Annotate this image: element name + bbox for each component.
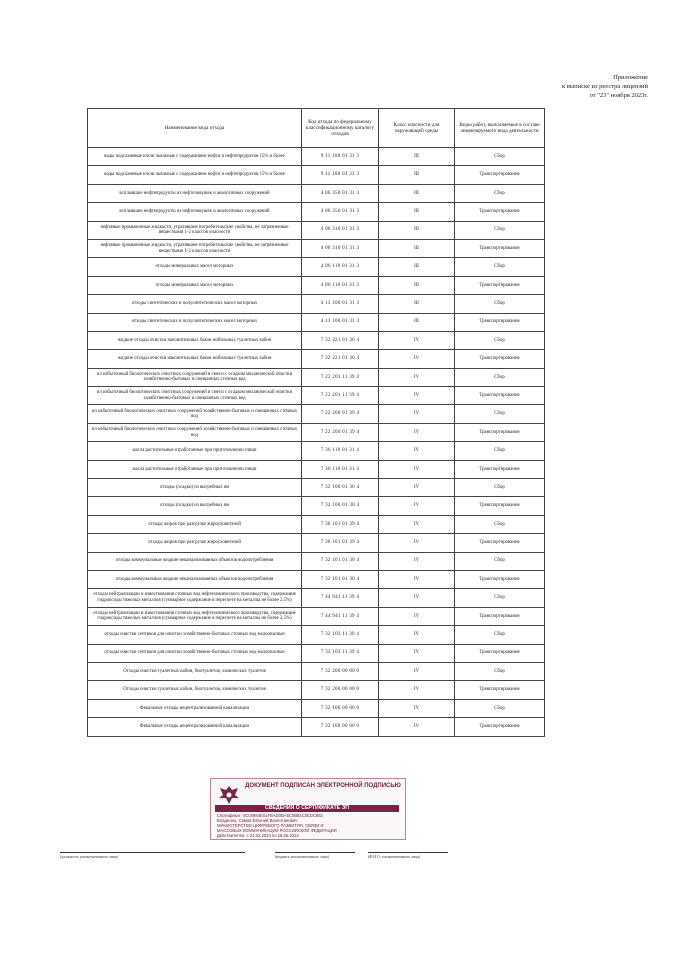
table-row: [88, 295, 545, 313]
work-type-cell: Сбор: [455, 331, 545, 349]
waste-name-cell: масла растительные отработанные при приготовлении пищи: [88, 442, 302, 460]
table-row: [88, 442, 545, 460]
coat-of-arms-icon: [216, 784, 242, 806]
hazard-class-cell: IV: [379, 460, 455, 478]
work-type-cell: Сбор: [455, 184, 545, 202]
waste-name-cell: воды подсланевые и/или льяльные с содержанием нефти и нефтепродуктов 15% и более: [88, 166, 302, 184]
work-type-cell: Сбор: [455, 699, 545, 717]
hazard-class-cell: IV: [379, 442, 455, 460]
waste-name-cell: отходы жиров при разгрузке жироуловителей: [88, 534, 302, 552]
work-type-cell: Транспортирование: [455, 570, 545, 588]
hazard-class-cell: IV: [379, 387, 455, 405]
waste-name-cell: отходы жиров при разгрузке жироуловителей: [88, 515, 302, 533]
column-header-name: Наименование вида отхода: [88, 109, 302, 148]
hazard-class-cell: III: [379, 184, 455, 202]
table-row: [88, 534, 545, 552]
waste-name-cell: нефтяные промывочные жидкости, утратившие потребительские свойства, не загрязненные веществами 1-2 классов опасности: [88, 221, 302, 239]
column-header-code: Код отхода по федеральному классификационному каталогу отходов: [302, 109, 379, 148]
stamp-org-line-2: МАССОВЫХ КОММУНИКАЦИЙ РОССИЙСКОЙ ФЕДЕРАЦИИ: [217, 828, 337, 833]
waste-code-cell: 9 11 100 01 31 3: [302, 166, 379, 184]
work-type-cell: Транспортирование: [455, 387, 545, 405]
table-row: [88, 423, 545, 441]
waste-name-cell: жидкие отходы очистки накопительных баков мобильных туалетных кабин: [88, 331, 302, 349]
table-row: [88, 405, 545, 423]
table-row: [88, 148, 545, 166]
work-type-cell: Транспортирование: [455, 350, 545, 368]
stamp-cert-header: СВЕДЕНИЯ О СЕРТИФИКАТЕ ЭП: [215, 805, 399, 812]
table-row: [88, 662, 545, 680]
table-row: [88, 221, 545, 239]
table-row: [88, 276, 545, 294]
waste-code-cell: 7 32 101 01 30 4: [302, 552, 379, 570]
waste-code-cell: 7 44 941 11 39 4: [302, 589, 379, 607]
waste-name-cell: Фекальные отходы нецентрализованной канализации: [88, 718, 302, 736]
hazard-class-cell: III: [379, 148, 455, 166]
waste-name-cell: отходы коммунальные жидкие неканализованных объектов водопотребления: [88, 552, 302, 570]
hazard-class-cell: III: [379, 295, 455, 313]
column-header-work: Виды работ, выполняемые в составе лицензируемого вида деятельности: [455, 109, 545, 148]
waste-code-cell: 7 32 221 01 30 4: [302, 350, 379, 368]
table-body: [88, 148, 545, 737]
waste-code-cell: 4 13 100 01 31 3: [302, 313, 379, 331]
hazard-class-cell: IV: [379, 350, 455, 368]
stamp-owner-line: Владелец: Сомов Евгений Валентинович: [217, 818, 298, 823]
waste-name-cell: отходы нейтрализации и известкования сточных вод нефтехимического производства, содержащие гидроксиды тяжелых металлов (суммарное содержание в пересчете на металлы не более 2,5%): [88, 607, 302, 625]
hazard-class-cell: IV: [379, 331, 455, 349]
table-row: [88, 589, 545, 607]
waste-name-cell: отходы синтетических и полусинтетических масел моторных: [88, 295, 302, 313]
waste-name-cell: масла растительные отработанные при приготовлении пищи: [88, 460, 302, 478]
work-type-cell: Транспортирование: [455, 607, 545, 625]
waste-code-cell: 7 32 200 00 00 0: [302, 662, 379, 680]
waste-name-cell: отходы (осадки) из выгребных ям: [88, 497, 302, 515]
work-type-cell: Сбор: [455, 368, 545, 386]
hazard-class-cell: IV: [379, 497, 455, 515]
signature-caption-name: (Ф.И.О. уполномоченного лица): [368, 855, 421, 859]
table-row: [88, 460, 545, 478]
waste-code-cell: 7 32 100 01 30 4: [302, 479, 379, 497]
waste-code-cell: 7 32 103 11 39 4: [302, 626, 379, 644]
waste-code-cell: 7 22 200 01 39 4: [302, 423, 379, 441]
waste-code-cell: 7 32 100 00 00 0: [302, 718, 379, 736]
waste-code-cell: 4 06 310 01 31 3: [302, 239, 379, 257]
hazard-class-cell: IV: [379, 515, 455, 533]
work-type-cell: Сбор: [455, 626, 545, 644]
hazard-class-cell: IV: [379, 681, 455, 699]
waste-code-cell: 7 32 100 01 30 4: [302, 497, 379, 515]
e-signature-stamp: [210, 778, 406, 840]
hazard-class-cell: IV: [379, 626, 455, 644]
work-type-cell: Сбор: [455, 442, 545, 460]
signature-caption-signature: (подпись уполномоченного лица): [275, 855, 329, 859]
table-row: [88, 479, 545, 497]
stamp-cert-line: Сертификат: 4C00984E01FBAD0BA6C0B84C0EDC862: [217, 813, 323, 818]
hazard-class-cell: IV: [379, 552, 455, 570]
waste-name-cell: воды подсланевые и/или льяльные с содержанием нефти и нефтепродуктов 15% и более: [88, 148, 302, 166]
waste-name-cell: Фекальные отходы нецентрализованной канализации: [88, 699, 302, 717]
waste-name-cell: Отходы очистки туалетных кабин, биотуалетов, химических туалетов: [88, 681, 302, 699]
hazard-class-cell: III: [379, 276, 455, 294]
work-type-cell: Сбор: [455, 221, 545, 239]
waste-name-cell: всплывшие нефтепродукты из нефтеловушек и аналогичных сооружений: [88, 203, 302, 221]
table-row: [88, 368, 545, 386]
table-row: [88, 184, 545, 202]
waste-name-cell: Отходы очистки туалетных кабин, биотуалетов, химических туалетов: [88, 662, 302, 680]
hazard-class-cell: III: [379, 313, 455, 331]
annex-header: [562, 73, 648, 100]
table-row: [88, 166, 545, 184]
signature-line-signature: [275, 852, 355, 863]
work-type-cell: Транспортирование: [455, 497, 545, 515]
waste-code-cell: 7 32 101 01 30 4: [302, 570, 379, 588]
waste-code-cell: 4 13 100 01 31 3: [302, 295, 379, 313]
waste-name-cell: отходы (осадки) из выгребных ям: [88, 479, 302, 497]
hazard-class-cell: III: [379, 166, 455, 184]
hazard-class-cell: IV: [379, 479, 455, 497]
waste-code-cell: 7 32 200 00 00 0: [302, 681, 379, 699]
hazard-class-cell: IV: [379, 699, 455, 717]
annex-reference: к выписке из реестра лицензий: [561, 83, 648, 90]
work-type-cell: Транспортирование: [455, 276, 545, 294]
hazard-class-cell: IV: [379, 405, 455, 423]
hazard-class-cell: III: [379, 203, 455, 221]
table-row: [88, 607, 545, 625]
work-type-cell: Транспортирование: [455, 166, 545, 184]
stamp-valid-line: Действителен: с 21.02.2023 по 16.05.2024: [217, 833, 299, 838]
waste-name-cell: отходы синтетических и полусинтетических масел моторных: [88, 313, 302, 331]
work-type-cell: Транспортирование: [455, 313, 545, 331]
table-row: [88, 552, 545, 570]
table-row: [88, 626, 545, 644]
table-row: [88, 644, 545, 662]
signature-line-position: [60, 852, 245, 863]
table-row: [88, 387, 545, 405]
hazard-class-cell: IV: [379, 534, 455, 552]
waste-name-cell: отходы очистки септиков для очистки хозяйственно-бытовых сточных вод малоопасные: [88, 626, 302, 644]
work-type-cell: Транспортирование: [455, 681, 545, 699]
table-row: [88, 570, 545, 588]
work-type-cell: Транспортирование: [455, 718, 545, 736]
work-type-cell: Сбор: [455, 479, 545, 497]
hazard-class-cell: IV: [379, 718, 455, 736]
table-row: [88, 497, 545, 515]
waste-name-cell: ил избыточный биологических очистных сооружений хозяйственно-бытовых и смешанных сточных вод: [88, 423, 302, 441]
table-row: [88, 681, 545, 699]
hazard-class-cell: IV: [379, 589, 455, 607]
table-row: [88, 350, 545, 368]
table-row: [88, 718, 545, 736]
waste-code-cell: 7 36 110 01 31 4: [302, 460, 379, 478]
waste-code-cell: 7 22 201 11 39 4: [302, 368, 379, 386]
work-type-cell: Транспортирование: [455, 460, 545, 478]
work-type-cell: Сбор: [455, 662, 545, 680]
waste-code-cell: 7 32 100 00 00 0: [302, 699, 379, 717]
waste-code-cell: 7 36 101 01 39 4: [302, 515, 379, 533]
annex-date: от "23" ноября 2023г.: [589, 92, 648, 99]
hazard-class-cell: IV: [379, 423, 455, 441]
waste-name-cell: ил избыточный биологических очистных сооружений в смеси с осадком механической очистки хозяйственно-бытовых и смешанных сточных вод: [88, 368, 302, 386]
hazard-class-cell: IV: [379, 662, 455, 680]
work-type-cell: Сбор: [455, 295, 545, 313]
waste-code-cell: 7 32 103 11 39 4: [302, 644, 379, 662]
waste-name-cell: отходы нейтрализации и известкования сточных вод нефтехимического производства, содержащие гидроксиды тяжелых металлов (суммарное содержание в пересчете на металлы не более 2,5%): [88, 589, 302, 607]
signature-caption-position: (должность уполномоченного лица): [60, 855, 119, 859]
waste-code-cell: 9 11 100 01 31 3: [302, 148, 379, 166]
waste-name-cell: жидкие отходы очистки накопительных баков мобильных туалетных кабин: [88, 350, 302, 368]
work-type-cell: Сбор: [455, 405, 545, 423]
hazard-class-cell: III: [379, 239, 455, 257]
work-type-cell: Транспортирование: [455, 239, 545, 257]
waste-name-cell: отходы минеральных масел моторных: [88, 258, 302, 276]
waste-code-cell: 4 06 350 01 31 3: [302, 184, 379, 202]
column-header-class: Класс опасности для окружающей среды: [379, 109, 455, 148]
stamp-org-line-1: МИНИСТЕРСТВО ЦИФРОВОГО РАЗВИТИЯ, СВЯЗИ И: [217, 823, 324, 828]
hazard-class-cell: IV: [379, 570, 455, 588]
waste-table: [87, 108, 545, 737]
work-type-cell: Транспортирование: [455, 534, 545, 552]
waste-code-cell: 7 22 200 01 39 4: [302, 405, 379, 423]
table-header-row: [88, 109, 545, 148]
waste-name-cell: отходы очистки септиков для очистки хозяйственно-бытовых сточных вод малоопасные: [88, 644, 302, 662]
waste-code-cell: 7 44 941 11 39 4: [302, 607, 379, 625]
waste-code-cell: 4 06 110 01 31 3: [302, 276, 379, 294]
table-row: [88, 258, 545, 276]
work-type-cell: Сбор: [455, 589, 545, 607]
hazard-class-cell: IV: [379, 368, 455, 386]
waste-name-cell: ил избыточный биологических очистных сооружений хозяйственно-бытовых и смешанных сточных вод: [88, 405, 302, 423]
hazard-class-cell: IV: [379, 607, 455, 625]
hazard-class-cell: III: [379, 221, 455, 239]
hazard-class-cell: III: [379, 258, 455, 276]
waste-code-cell: 7 32 221 01 30 4: [302, 331, 379, 349]
signature-line-name: [368, 852, 448, 863]
work-type-cell: Сбор: [455, 515, 545, 533]
work-type-cell: Транспортирование: [455, 203, 545, 221]
waste-code-cell: 4 06 350 01 31 3: [302, 203, 379, 221]
table-row: [88, 313, 545, 331]
waste-code-cell: 7 22 201 11 39 4: [302, 387, 379, 405]
annex-title: Приложение: [613, 74, 648, 81]
work-type-cell: Сбор: [455, 552, 545, 570]
waste-name-cell: отходы минеральных масел моторных: [88, 276, 302, 294]
table-row: [88, 203, 545, 221]
work-type-cell: Сбор: [455, 148, 545, 166]
waste-code-cell: 7 36 110 01 31 4: [302, 442, 379, 460]
waste-name-cell: ил избыточный биологических очистных сооружений в смеси с осадком механической очистки хозяйственно-бытовых и смешанных сточных вод: [88, 387, 302, 405]
waste-name-cell: отходы коммунальные жидкие неканализованных объектов водопотребления: [88, 570, 302, 588]
waste-code-cell: 4 06 110 01 31 3: [302, 258, 379, 276]
table-row: [88, 239, 545, 257]
table-row: [88, 699, 545, 717]
table-row: [88, 515, 545, 533]
work-type-cell: Сбор: [455, 258, 545, 276]
work-type-cell: Транспортирование: [455, 644, 545, 662]
waste-name-cell: нефтяные промывочные жидкости, утратившие потребительские свойства, не загрязненные веществами 1-2 классов опасности: [88, 239, 302, 257]
work-type-cell: Транспортирование: [455, 423, 545, 441]
waste-name-cell: всплывшие нефтепродукты из нефтеловушек и аналогичных сооружений: [88, 184, 302, 202]
stamp-title: ДОКУМЕНТ ПОДПИСАН ЭЛЕКТРОННОЙ ПОДПИСЬЮ: [245, 783, 401, 789]
table-row: [88, 331, 545, 349]
waste-code-cell: 7 36 101 01 39 4: [302, 534, 379, 552]
waste-code-cell: 4 06 310 01 31 3: [302, 221, 379, 239]
hazard-class-cell: IV: [379, 644, 455, 662]
